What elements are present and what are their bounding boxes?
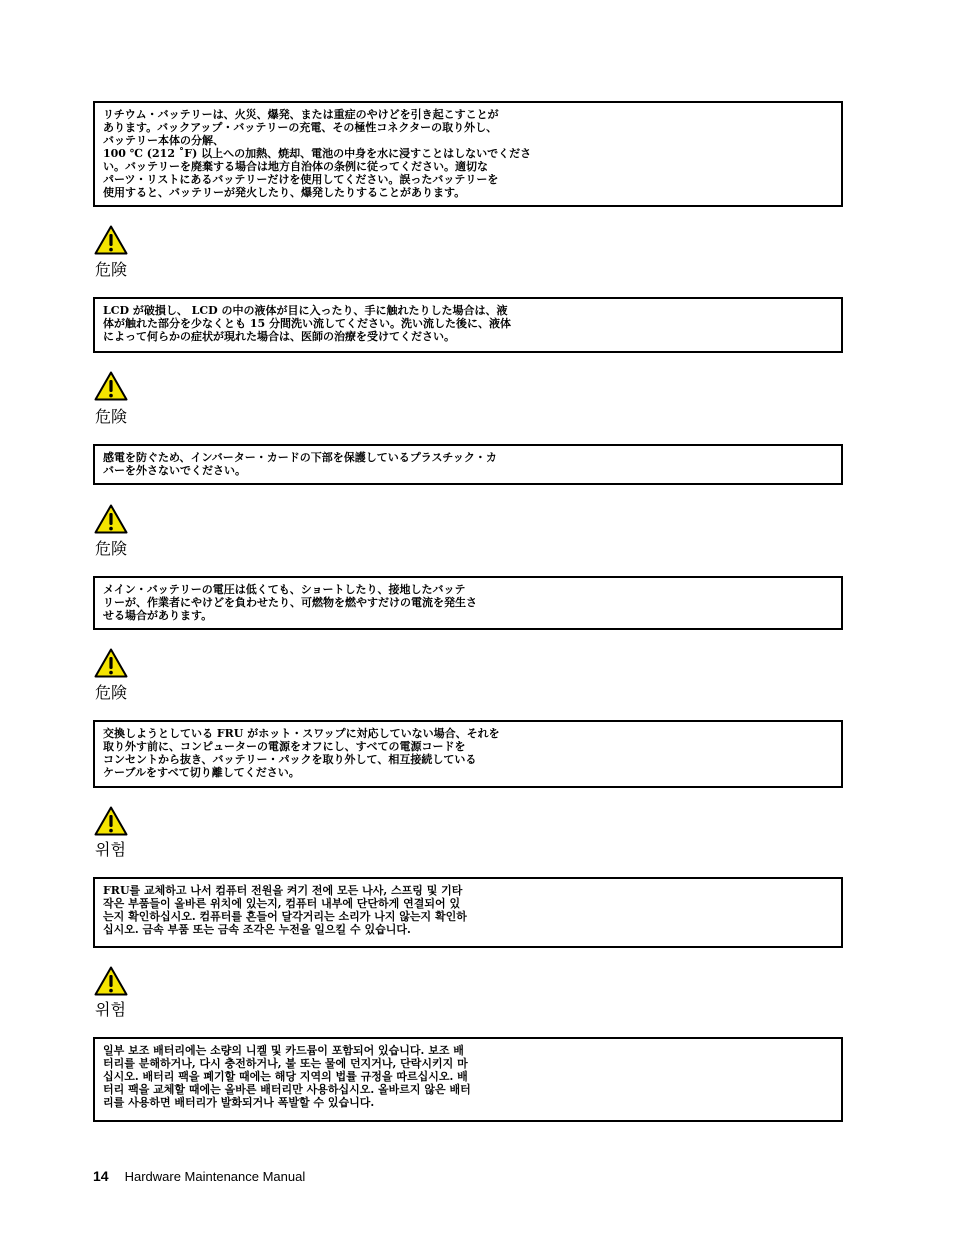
notice-line: ケーブルをすべて切り離してください。 bbox=[103, 766, 300, 779]
warning-triangle-icon bbox=[94, 504, 128, 534]
notice-line: 는지 확인하십시오. 컴퓨터를 흔들어 달각거리는 소리가 나지 않는지 확인하 bbox=[103, 910, 467, 923]
notice-line: 터리를 분해하거나, 다시 충전하거나, 불 또는 물에 던지거나, 단락시키지 마 bbox=[103, 1057, 468, 1070]
notice-line: パーツ・リストにあるバッテリーだけを使用してください。誤ったバッテリーを bbox=[103, 173, 499, 186]
manual-title: Hardware Maintenance Manual bbox=[124, 1169, 306, 1184]
warning-triangle-icon bbox=[94, 648, 128, 678]
warning-triangle-icon bbox=[94, 966, 128, 996]
notice-line: メイン・バッテリーの電圧は低くても、ショートしたり、接地したバッテ bbox=[103, 583, 466, 596]
page-footer bbox=[93, 1168, 305, 1186]
fru-screws-warning-box bbox=[93, 877, 843, 948]
notice-line: 体が触れた部分を少なくとも 15 分間洗い流してください。洗い流した後に、液体 bbox=[103, 317, 511, 330]
lithium-battery-warning-box bbox=[93, 101, 843, 207]
fru-hot-swap-warning-box bbox=[93, 720, 843, 788]
notice-line: リーが、作業者にやけどを負わせたり、可燃物を燃やすだけの電流を発生さ bbox=[103, 596, 477, 609]
main-battery-warning-box bbox=[93, 576, 843, 630]
notice-line: 交換しようとしている FRU がホット・スワップに対応していない場合、それを bbox=[103, 727, 500, 740]
danger-label: 危険 bbox=[95, 539, 128, 558]
notice-line: 작은 부품들이 올바른 위치에 있는지, 컴퓨터 내부에 단단하게 연결되어 있 bbox=[103, 897, 461, 910]
notice-line: リチウム・バッテリーは、火災、爆発、または重症のやけどを引き起こすことが bbox=[103, 108, 499, 121]
notice-line: 십시오. 배터리 팩을 폐기할 때에는 해당 지역의 법률 규정을 따르십시오. 배 bbox=[103, 1070, 468, 1083]
warning-triangle-icon bbox=[94, 806, 128, 836]
notice-line: LCD が破損し、 LCD の中の液体が目に入ったり、手に触れたりした場合は、液 bbox=[103, 304, 508, 317]
warning-triangle-icon bbox=[94, 225, 128, 255]
notice-line: 使用すると、バッテリーが発火したり、爆発したりすることがあります。 bbox=[103, 186, 466, 199]
notice-line: 取り外す前に、コンピューターの電源をオフにし、すべての電源コードを bbox=[103, 740, 466, 753]
lcd-liquid-warning-box bbox=[93, 297, 843, 353]
danger-label: 危険 bbox=[95, 407, 128, 426]
notice-line: 100 ℃ (212 ˚F) 以上への加熱、焼却、電池の中身を水に浸すことはしないでくださ bbox=[103, 147, 532, 160]
nickel-cadmium-battery-warning-box bbox=[93, 1037, 843, 1122]
inverter-card-warning-box bbox=[93, 444, 843, 485]
notice-line: 일부 보조 배터리에는 소량의 니켈 및 카드뮴이 포함되어 있습니다. 보조 배 bbox=[103, 1044, 464, 1057]
danger-label: 위험 bbox=[95, 840, 126, 859]
notice-line: 십시오. 금속 부품 또는 금속 조각은 누전을 일으킬 수 있습니다. bbox=[103, 923, 411, 936]
notice-line: せる場合があります。 bbox=[103, 609, 213, 622]
notice-line: によって何らかの症状が現れた場合は、医師の治療を受けてください。 bbox=[103, 330, 455, 343]
danger-label: 위험 bbox=[95, 1000, 126, 1019]
notice-line: バッテリー本体の分解、 bbox=[103, 134, 224, 147]
danger-label: 危険 bbox=[95, 683, 128, 702]
notice-line: い。バッテリーを廃棄する場合は地方自治体の条例に従ってください。適切な bbox=[103, 160, 488, 173]
warning-triangle-icon bbox=[94, 371, 128, 401]
notice-line: FRU를 교체하고 나서 컴퓨터 전원을 켜기 전에 모든 나사, 스프링 및 기타 bbox=[103, 884, 463, 897]
notice-line: 터리 팩을 교체할 때에는 올바른 배터리만 사용하십시오. 올바르지 않은 배터 bbox=[103, 1083, 471, 1096]
page-number: 14 bbox=[93, 1168, 109, 1184]
notice-line: あります。バックアップ・バッテリーの充電、その極性コネクターの取り外し、 bbox=[103, 121, 498, 134]
notice-line: コンセントから抜き、バッテリー・パックを取り外して、相互接続している bbox=[103, 753, 477, 766]
danger-label: 危険 bbox=[95, 260, 128, 279]
notice-line: バーを外さないでください。 bbox=[103, 464, 246, 477]
notice-line: 感電を防ぐため、インバーター・カードの下部を保護しているプラスチック・カ bbox=[103, 451, 497, 464]
notice-line: 리를 사용하면 배터리가 발화되거나 폭발할 수 있습니다. bbox=[103, 1096, 375, 1109]
